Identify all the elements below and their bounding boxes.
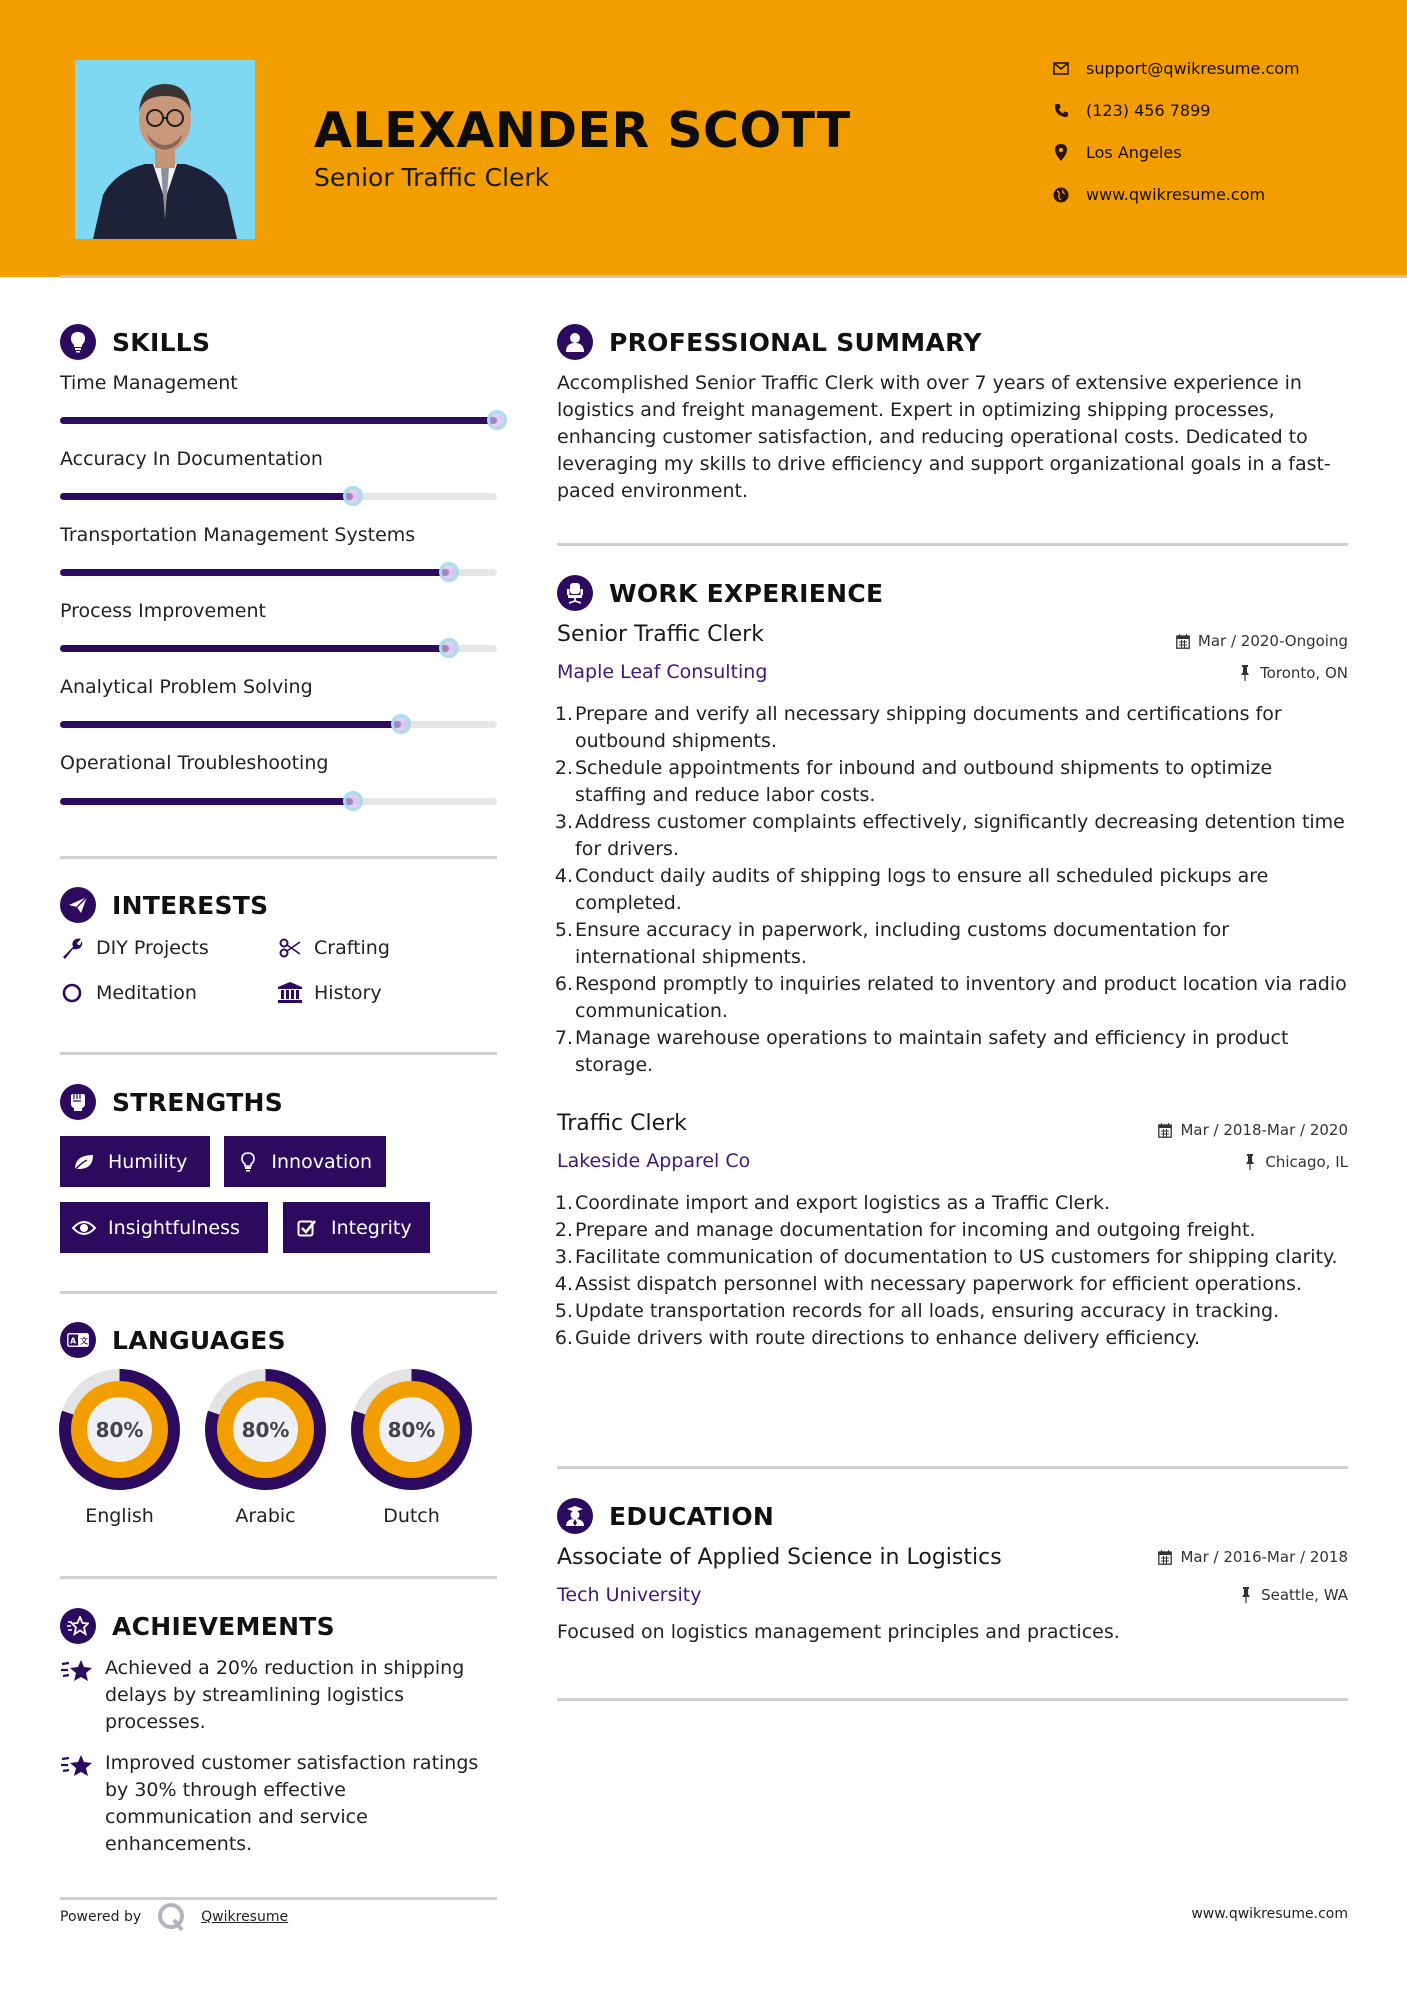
interest-item: Crafting — [278, 936, 390, 960]
job-bullet: 4. Conduct daily audits of shipping logs to ensure all scheduled pickups are completed. — [554, 865, 1269, 914]
strengths-heading: STRENGTHS — [60, 1084, 283, 1120]
strength-chip: Humility — [60, 1136, 210, 1187]
contact-phone[interactable] — [1052, 101, 1210, 120]
language-label: Dutch — [383, 1505, 440, 1527]
map-marker-icon — [1052, 144, 1070, 162]
section-divider — [60, 856, 497, 859]
achievements-heading: ACHIEVEMENTS — [60, 1608, 335, 1644]
lightbulb-icon — [60, 324, 96, 360]
circle-icon — [60, 981, 84, 1005]
interest-item: Meditation — [60, 981, 197, 1005]
strength-chip: Integrity — [283, 1202, 430, 1253]
job-bullets — [554, 1190, 1348, 1352]
job-bullet: 3. Facilitate communication of documentation to US customers for shipping clarity. — [554, 1246, 1338, 1268]
interest-item: History — [278, 981, 382, 1005]
wrench-icon — [60, 936, 84, 960]
skill-bar-accuracy-in-documentation — [60, 493, 497, 500]
skill-bar-operational-troubleshooting — [60, 798, 497, 805]
company-name: Lakeside Apparel Co — [557, 1150, 751, 1172]
contact-email[interactable] — [1052, 59, 1300, 78]
contact-location — [1052, 143, 1182, 162]
office-chair-icon — [557, 575, 593, 611]
skill-label: Transportation Management Systems — [60, 524, 416, 546]
language-donut-arabic — [205, 1369, 326, 1490]
degree-title: Associate of Applied Science in Logistics — [557, 1545, 1002, 1570]
footer-divider — [60, 1897, 497, 1900]
job-bullet: 5. Ensure accuracy in paperwork, including customs documentation for international shipments. — [554, 919, 1230, 968]
qwikresume-logo-icon — [157, 1902, 187, 1932]
job-dates: Mar / 2018-Mar / 2020 — [1157, 1121, 1348, 1139]
powered-by: Powered by Qwikresume — [60, 1902, 288, 1932]
skill-label: Analytical Problem Solving — [60, 676, 313, 698]
fist-icon — [60, 1084, 96, 1120]
candidate-name: ALEXANDER SCOTT — [314, 102, 851, 159]
job-location: Toronto, ON — [1237, 664, 1348, 682]
strength-chip: Insightfulness — [60, 1202, 268, 1253]
pushpin-icon — [1237, 665, 1253, 681]
check-square-icon — [295, 1218, 319, 1238]
lightbulb-icon — [236, 1152, 259, 1172]
shooting-star-icon — [60, 1750, 94, 1858]
section-divider — [557, 543, 1348, 546]
calendar-icon — [1157, 1549, 1173, 1565]
phone-icon — [1052, 102, 1070, 120]
pushpin-icon — [1238, 1587, 1254, 1603]
education-location: Seattle, WA — [1238, 1586, 1348, 1604]
summary-heading: PROFESSIONAL SUMMARY — [557, 324, 982, 360]
graduate-icon — [557, 1498, 593, 1534]
job-bullet: 4. Assist dispatch personnel with necessary paperwork for efficient operations. — [554, 1273, 1302, 1295]
section-divider — [60, 1291, 497, 1294]
language-percent: 80% — [233, 1397, 298, 1462]
qwikresume-link[interactable]: Qwikresume — [201, 1909, 289, 1925]
job-title: Senior Traffic Clerk — [557, 622, 764, 647]
language-percent: 80% — [379, 1397, 444, 1462]
skill-label: Process Improvement — [60, 600, 266, 622]
paper-plane-icon — [60, 887, 96, 923]
education-description: Focused on logistics management principles and practices. — [557, 1621, 1120, 1643]
user-icon — [557, 324, 593, 360]
section-divider — [557, 1466, 1348, 1469]
job-location: Chicago, IL — [1242, 1153, 1348, 1171]
skill-bar-transportation-management-systems — [60, 569, 497, 576]
shooting-star-icon — [60, 1655, 94, 1736]
contact-email-text: support@qwikresume.com — [1086, 59, 1300, 78]
section-divider — [557, 1698, 1348, 1701]
job-bullet: 6. Respond promptly to inquiries related to inventory and product location via radio communication. — [554, 973, 1347, 1022]
experience-heading: WORK EXPERIENCE — [557, 575, 883, 611]
leaf-icon — [72, 1152, 96, 1172]
star-badge-icon — [60, 1608, 96, 1644]
skill-bar-analytical-problem-solving — [60, 721, 497, 728]
svg-text:A: A — [70, 1336, 77, 1346]
job-bullet: 2. Prepare and manage documentation for incoming and outgoing freight. — [554, 1219, 1256, 1241]
calendar-icon — [1175, 633, 1191, 649]
eye-icon — [72, 1218, 96, 1238]
job-bullet: 7. Manage warehouse operations to maintain safety and efficiency in product storage. — [554, 1027, 1289, 1076]
skill-label: Time Management — [60, 372, 238, 394]
skill-bar-time-management — [60, 417, 497, 424]
company-name: Maple Leaf Consulting — [557, 661, 768, 683]
job-title: Traffic Clerk — [557, 1111, 687, 1136]
job-bullet: 5. Update transportation records for all loads, ensuring accuracy in tracking. — [554, 1300, 1280, 1322]
svg-text:文: 文 — [80, 1336, 88, 1346]
summary-text: Accomplished Senior Traffic Clerk with over 7 years of extensive experience in logistics and freight management. Expert in optimizing shipping processes, enhancing customer satisfaction, and reducing operational costs. Dedicated to leveraging my skills to drive efficiency and support organizational goals in a fast-paced environment. — [557, 372, 1331, 502]
skills-heading: SKILLS — [60, 324, 210, 360]
achievement-item: Achieved a 20% reduction in shipping delays by streamlining logistics processes. — [60, 1655, 480, 1736]
language-percent: 80% — [87, 1397, 152, 1462]
language-donut-dutch — [351, 1369, 472, 1490]
section-divider — [60, 1052, 497, 1055]
globe-icon — [1052, 186, 1070, 204]
contact-phone-text: (123) 456 7899 — [1086, 101, 1211, 120]
job-bullet: 1. Prepare and verify all necessary shipping documents and certifications for outbound shipments. — [554, 703, 1282, 752]
museum-icon — [278, 981, 302, 1005]
candidate-title: Senior Traffic Clerk — [314, 163, 550, 192]
language-donut-english — [59, 1369, 180, 1490]
contact-website[interactable] — [1052, 185, 1265, 204]
achievement-item: Improved customer satisfaction ratings by 30% through effective communication and service enhancements. — [60, 1750, 480, 1858]
languages-heading: A 文 LANGUAGES — [60, 1322, 286, 1358]
footer-website[interactable]: www.qwikresume.com — [1191, 1906, 1348, 1922]
school-name: Tech University — [557, 1584, 702, 1606]
header-divider — [60, 275, 1407, 278]
job-bullet: 6. Guide drivers with route directions to enhance delivery efficiency. — [554, 1327, 1201, 1349]
language-label: Arabic — [235, 1505, 296, 1527]
strength-chip: Innovation — [224, 1136, 386, 1187]
skill-bar-process-improvement — [60, 645, 497, 652]
profile-photo — [75, 60, 255, 239]
job-bullet: 3. Address customer complaints effectively, significantly decreasing detention time for drivers. — [554, 811, 1345, 860]
contact-website-text: www.qwikresume.com — [1086, 185, 1266, 204]
job-bullets — [554, 701, 1348, 1079]
education-heading: EDUCATION — [557, 1498, 774, 1534]
skill-label: Operational Troubleshooting — [60, 752, 329, 774]
calendar-icon — [1157, 1122, 1173, 1138]
section-divider — [60, 1576, 497, 1579]
skill-label: Accuracy In Documentation — [60, 448, 323, 470]
interest-item: DIY Projects — [60, 936, 209, 960]
language-label: English — [85, 1505, 154, 1527]
contact-location-text: Los Angeles — [1086, 143, 1182, 162]
job-bullet: 1. Coordinate import and export logistics as a Traffic Clerk. — [554, 1192, 1111, 1214]
job-bullet: 2. Schedule appointments for inbound and outbound shipments to optimize staffing and reduce labor costs. — [554, 757, 1273, 806]
job-dates: Mar / 2020-Ongoing — [1175, 632, 1348, 650]
pushpin-icon — [1242, 1154, 1258, 1170]
education-dates: Mar / 2016-Mar / 2018 — [1157, 1548, 1348, 1566]
scissors-icon — [278, 936, 302, 960]
envelope-icon — [1052, 60, 1070, 78]
language-icon — [60, 1322, 96, 1358]
interests-heading: INTERESTS — [60, 887, 268, 923]
